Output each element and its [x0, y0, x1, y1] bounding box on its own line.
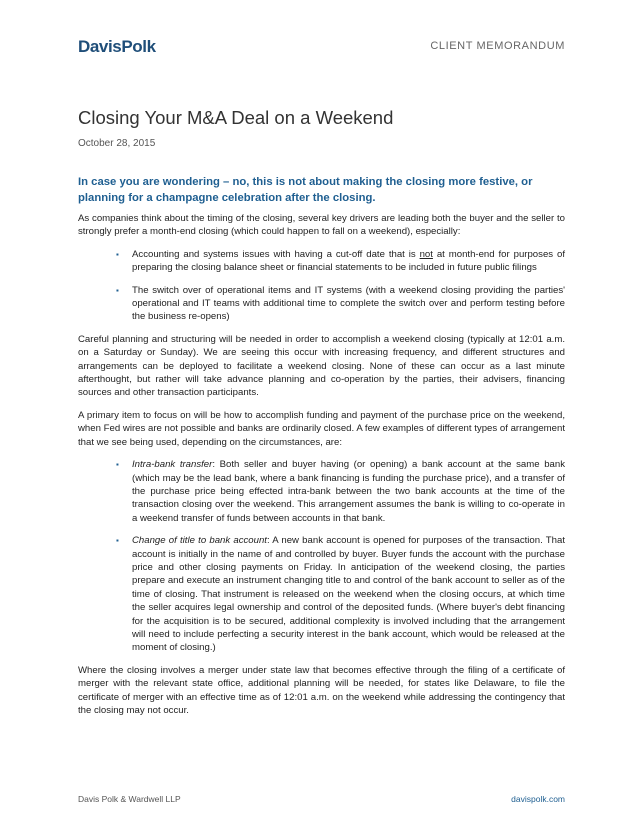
- paragraph-3: A primary item to focus on will be how to accomplish funding and payment of the purchase price on the weekend, when Fed wires are not possible and banks are ordinarily closed. A few examples of different types of arrangement that we see being used, depending on the circumstances, are:: [78, 409, 565, 448]
- bullet-text: at month-end for purposes of preparing the closing balance sheet or financial statements to be included in future public filings: [132, 248, 565, 274]
- bullet-text: : A new bank account is opened for purposes of the transaction. That account is initially in the name of and controlled by buyer. Buyer funds the account with the purchase price and other closing payments on Friday. In anticipation of the weekend closing, the parties prepare and execute an instrument changing title to and control of the bank account to seller as of the time of closing. That instrument is released on the weekend when the closing occurs, at which time the seller acquires legal ownership and control of the deposited funds. (Where buyer's debt financing for the acquisition is to be secured, additional complexity is involved including that the arrangement will need to include perfecting a security interest in the bank account, which would be released at the moment of closing.): [132, 535, 565, 654]
- lead-paragraph: In case you are wondering – no, this is not about making the closing more festive, or planning for a champagne celebration after the closing.: [78, 176, 533, 204]
- bullet-text: Accounting and systems issues with having a cut-off date that is: [132, 248, 420, 260]
- underlined-word: not: [419, 248, 433, 260]
- bullet-text: The switch over of operational items and IT systems (with a weekend closing providing the parties' operational and IT teams with additional time to complete the switch over and perform testing before the business re-opens): [132, 284, 565, 323]
- bullet-list-2: [78, 458, 565, 655]
- list-item: [78, 458, 565, 525]
- list-item: [78, 534, 565, 655]
- bullet-icon: ▪: [116, 536, 119, 546]
- footer-website-link[interactable]: davispolk.com: [511, 794, 565, 804]
- firm-logo: DavisPolk: [78, 37, 156, 56]
- bullet-list-1: [78, 248, 565, 324]
- paragraph-2: Careful planning and structuring will be needed in order to accomplish a weekend closing (typically at 12:01 a.m. on a Saturday or Sunday). We are seeing this occur with increasing frequency, and different structures and arrangements can be deployed to facilitate a weekend closing. None of these can occur as a last minute afterthought, but rather will take advance planning and co-operation by the parties, their advisers, financing sources and other transaction participants.: [78, 333, 565, 399]
- memo-body: [78, 174, 565, 726]
- bullet-text: : Both seller and buyer having (or opening) a bank account at the same bank (which may be the lead bank, where a bank financing is funding the purchase price), and a transfer of the purchase price being effected intra-bank between the two bank accounts at the time of the transaction closing over the weekend. This arrangement assumes the bank is willing to co-operate in a weekend transfer of funds between accounts in that bank.: [132, 459, 565, 524]
- paragraph-1: As companies think about the timing of the closing, several key drivers are leading both the buyer and the seller to strongly prefer a month-end closing (which could happen to fall on a weekend), especially:: [78, 213, 565, 238]
- memo-date: October 28, 2015: [78, 138, 156, 149]
- bullet-icon: ▪: [116, 460, 119, 470]
- item-label: Intra-bank transfer: [132, 459, 213, 471]
- item-label: Change of title to bank account: [132, 535, 267, 547]
- bullet-icon: ▪: [116, 285, 119, 295]
- list-item: [78, 284, 565, 324]
- memo-title: Closing Your M&A Deal on a Weekend: [78, 107, 394, 128]
- footer-firm-name: Davis Polk & Wardwell LLP: [78, 794, 181, 804]
- document-type-label: CLIENT MEMORANDUM: [430, 40, 565, 52]
- bullet-icon: ▪: [116, 249, 119, 259]
- paragraph-4: Where the closing involves a merger under state law that becomes effective through the filing of a certificate of merger with the relevant state office, additional planning will be needed, for states like Delaware, to file the certificate of merger with an effective time as of 12:01 a.m. on the weekend while addressing the contingency that the closing may not occur.: [78, 664, 565, 716]
- list-item: [78, 248, 565, 275]
